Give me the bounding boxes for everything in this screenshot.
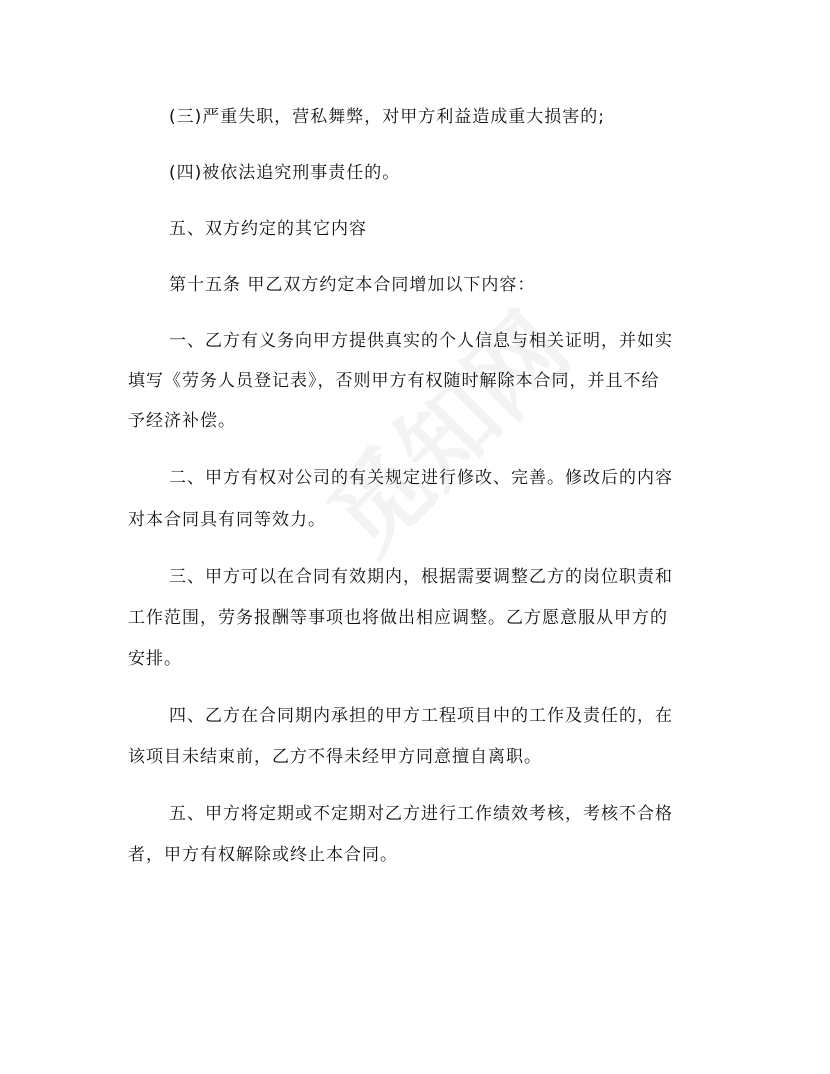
text-line: 三、甲方可以在合同有效期内，根据需要调整乙方的岗位职责和 — [169, 567, 673, 587]
text-line: 予经济补偿。 — [128, 411, 236, 431]
text-line: 五、甲方将定期或不定期对乙方进行工作绩效考核，考核不合格 — [169, 804, 673, 824]
text-line: 工作范围，劳务报酬等事项也将做出相应调整。乙方愿意服从甲方的 — [128, 608, 668, 628]
text-line: 安排。 — [128, 649, 182, 669]
text-line: 二、甲方有权对公司的有关规定进行修改、完善。修改后的内容 — [169, 468, 673, 488]
text-line: 该项目未结束前，乙方不得未经甲方同意擅自离职。 — [128, 747, 542, 767]
text-line: (三)严重失职，营私舞弊，对甲方利益造成重大损害的; — [169, 107, 605, 127]
text-line: 对本合同具有同等效力。 — [128, 510, 326, 530]
text-line: 一、乙方有义务向甲方提供真实的个人信息与相关证明，并如实 — [169, 331, 673, 351]
text-line: 者，甲方有权解除或终止本合同。 — [128, 845, 398, 865]
text-line: 填写《劳务人员登记表》，否则甲方有权随时解除本合同，并且不给 — [128, 371, 660, 391]
article-heading: 第十五条 甲乙双方约定本合同增加以下内容： — [169, 275, 536, 295]
section-heading: 五、双方约定的其它内容 — [169, 219, 367, 239]
text-line: 四、乙方在合同期内承担的甲方工程项目中的工作及责任的，在 — [169, 706, 673, 726]
text-line: (四)被依法追究刑事责任的。 — [169, 163, 401, 183]
